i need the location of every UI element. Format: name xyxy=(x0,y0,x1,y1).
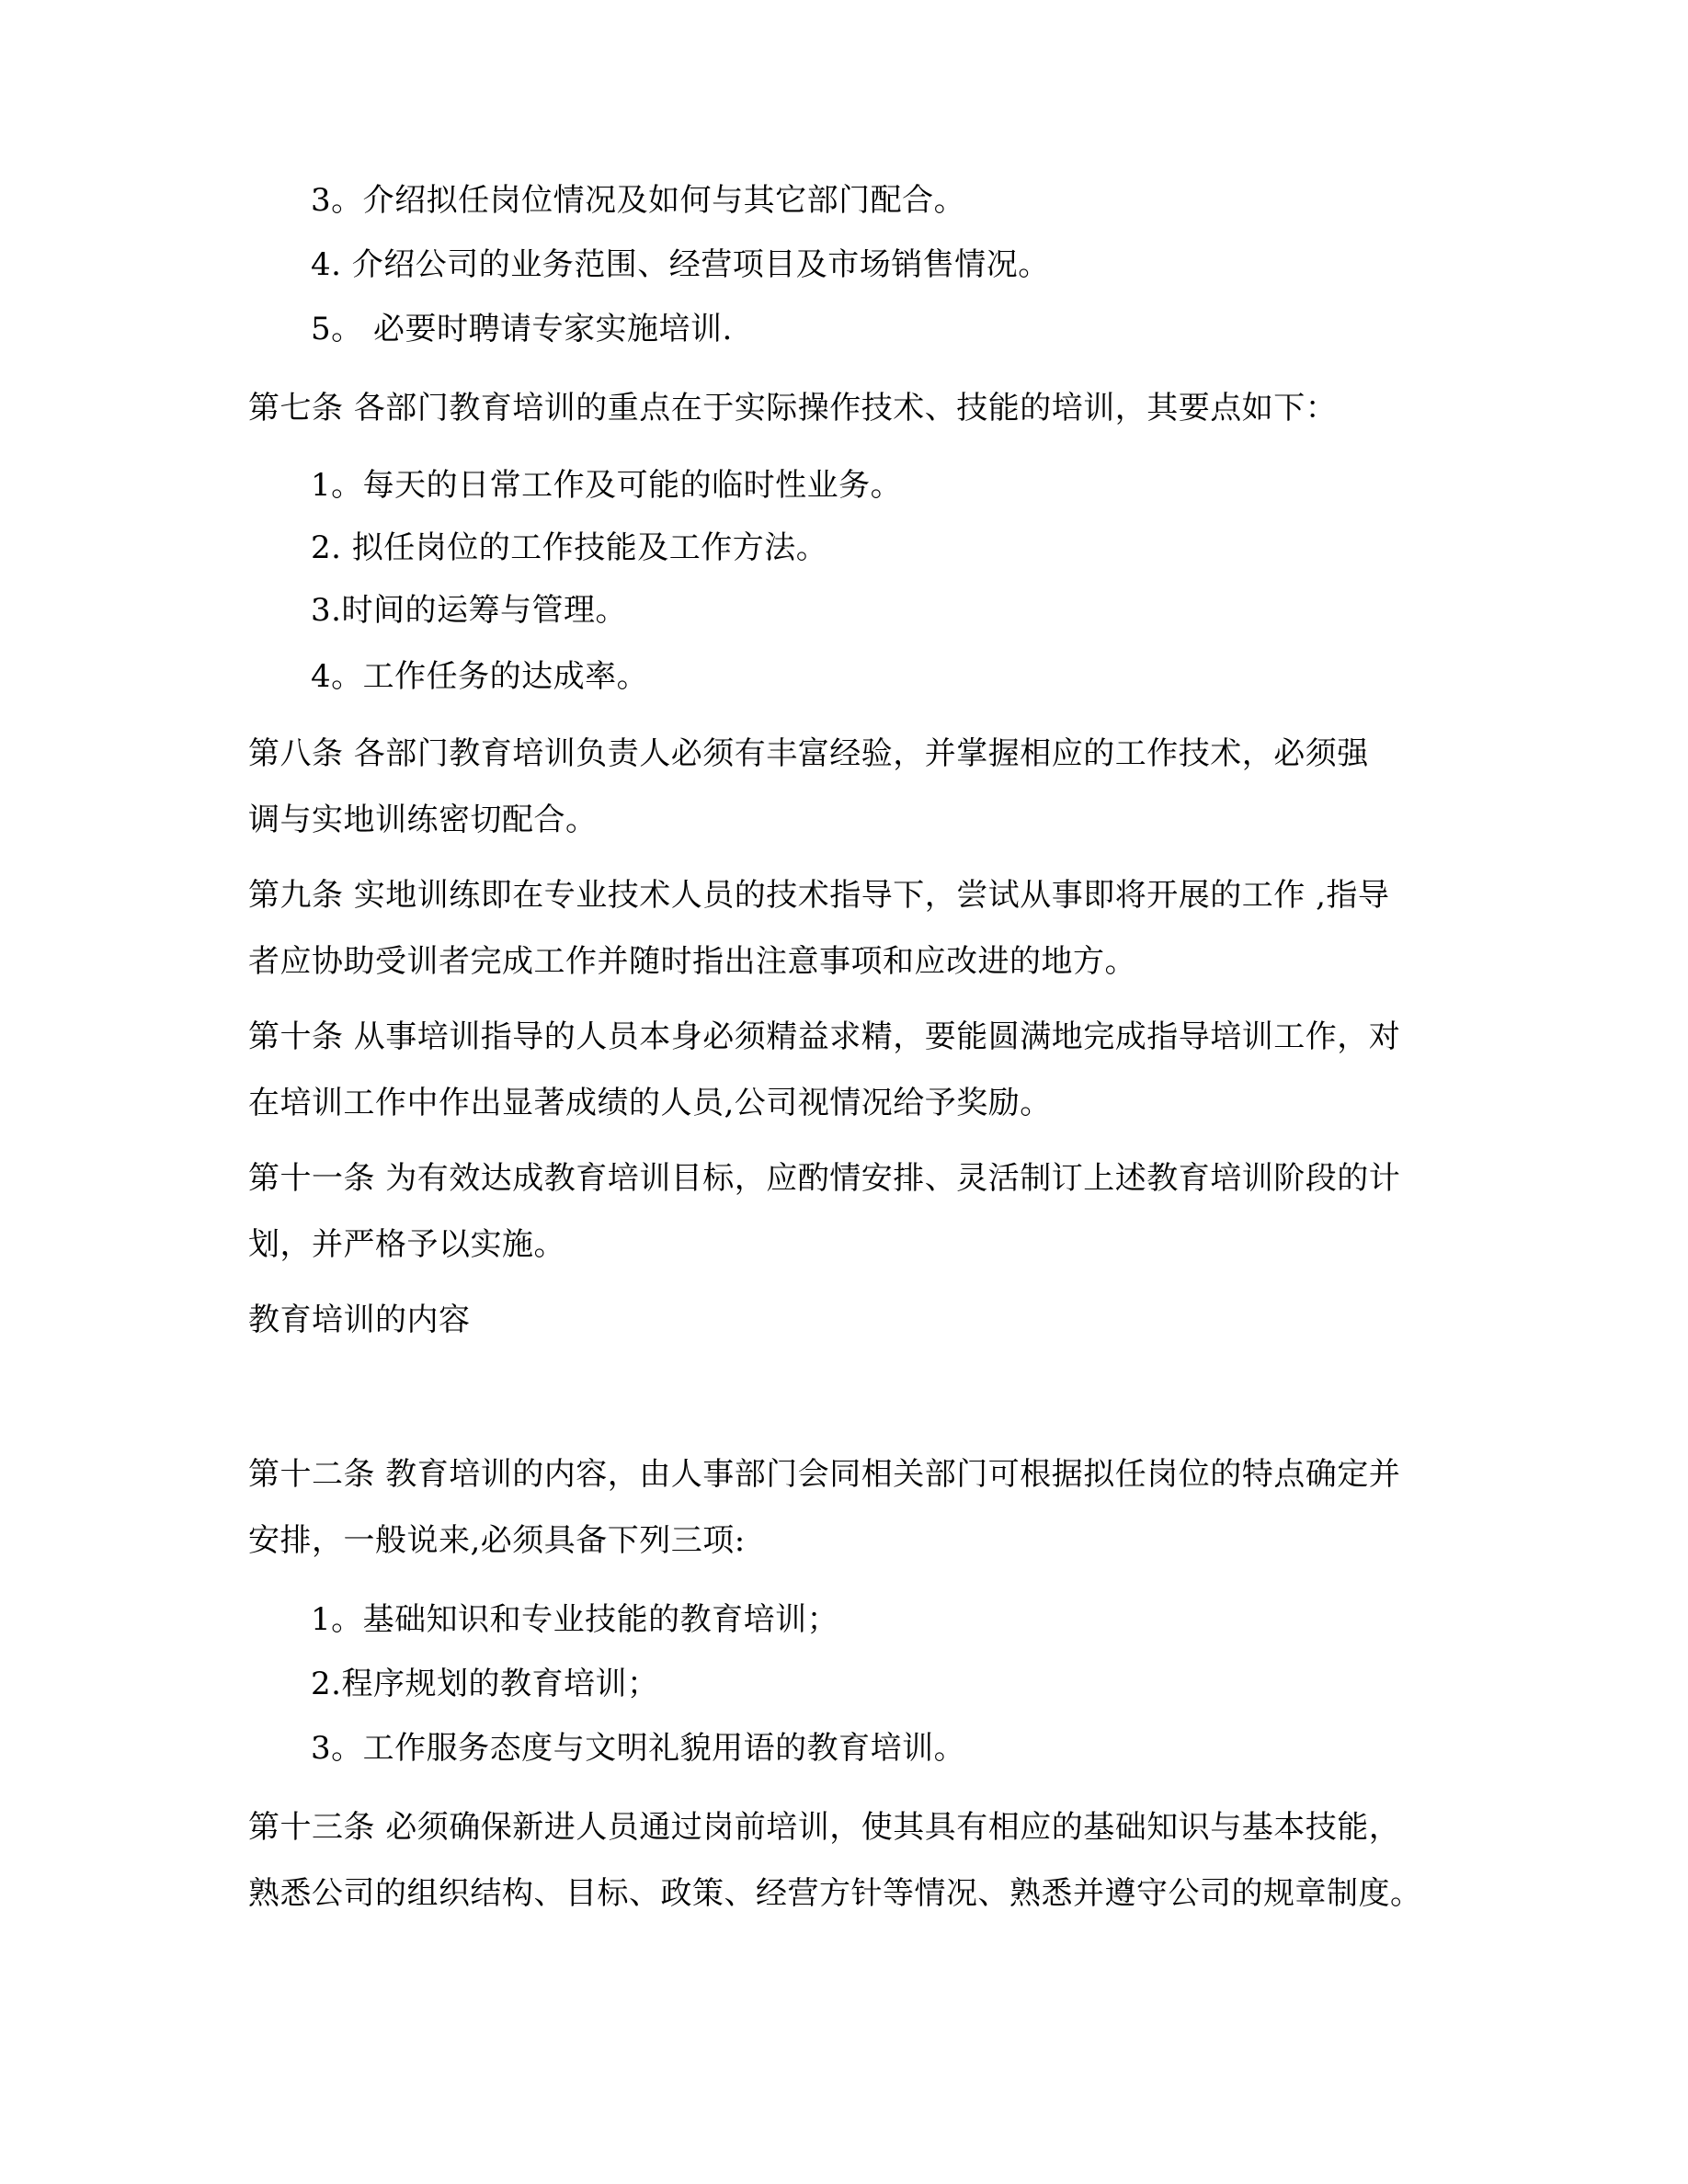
list-item-basic-knowledge: 1。基础知识和专业技能的教育培训； xyxy=(311,1601,839,1638)
article-13-line-1: 第十三条 必须确保新进人员通过岗前培训，使其具有相应的基础知识与基本技能， xyxy=(248,1809,1401,1846)
list-item-job-skills: 2. 拟任岗位的工作技能及工作方法。 xyxy=(311,529,828,566)
list-item-program-planning: 2.程序规划的教育培训； xyxy=(311,1666,659,1702)
article-9-line-1: 第九条 实地训练即在专业技术人员的技术指导下，尝试从事即将开展的工作 ,指导 xyxy=(248,877,1390,914)
article-9-line-2: 者应协助受训者完成工作并随时指出注意事项和应改进的地方。 xyxy=(248,943,1136,980)
list-item-intro-position: 3。介绍拟任岗位情况及如何与其它部门配合。 xyxy=(311,182,966,219)
article-10-line-1: 第十条 从事培训指导的人员本身必须精益求精，要能圆满地完成指导培训工作，对 xyxy=(248,1018,1401,1055)
article-12-line-1: 第十二条 教育培训的内容，由人事部门会同相关部门可根据拟任岗位的特点确定并 xyxy=(248,1456,1401,1493)
list-item-intro-business: 4. 介绍公司的业务范围、经营项目及市场销售情况。 xyxy=(311,246,1050,283)
list-item-task-completion: 4。工作任务的达成率。 xyxy=(311,658,649,695)
list-item-service-attitude: 3。工作服务态度与文明礼貌用语的教育培训。 xyxy=(311,1730,966,1767)
section-heading-training-content: 教育培训的内容 xyxy=(248,1302,471,1338)
article-11-line-1: 第十一条 为有效达成教育培训目标，应酌情安排、灵活制订上述教育培训阶段的计 xyxy=(248,1160,1401,1197)
article-8-line-2: 调与实地训练密切配合。 xyxy=(248,802,598,838)
article-13-line-2: 熟悉公司的组织结构、目标、政策、经营方针等情况、熟悉并遵守公司的规章制度。 xyxy=(248,1875,1422,1912)
article-11-line-2: 划，并严格予以实施。 xyxy=(248,1226,565,1263)
article-10-line-2: 在培训工作中作出显著成绩的人员,公司视情况给予奖励。 xyxy=(248,1085,1052,1121)
article-8-line-1: 第八条 各部门教育培训负责人必须有丰富经验，并掌握相应的工作技术，必须强 xyxy=(248,735,1369,772)
list-item-expert-training: 5。 必要时聘请专家实施培训. xyxy=(311,311,733,347)
article-12-line-2: 安排，一般说来,必须具备下列三项: xyxy=(248,1522,746,1559)
article-7: 第七条 各部门教育培训的重点在于实际操作技术、技能的培训，其要点如下： xyxy=(248,390,1338,427)
list-item-time-management: 3.时间的运筹与管理。 xyxy=(311,592,627,629)
list-item-daily-work: 1。每天的日常工作及可能的临时性业务。 xyxy=(311,467,903,504)
